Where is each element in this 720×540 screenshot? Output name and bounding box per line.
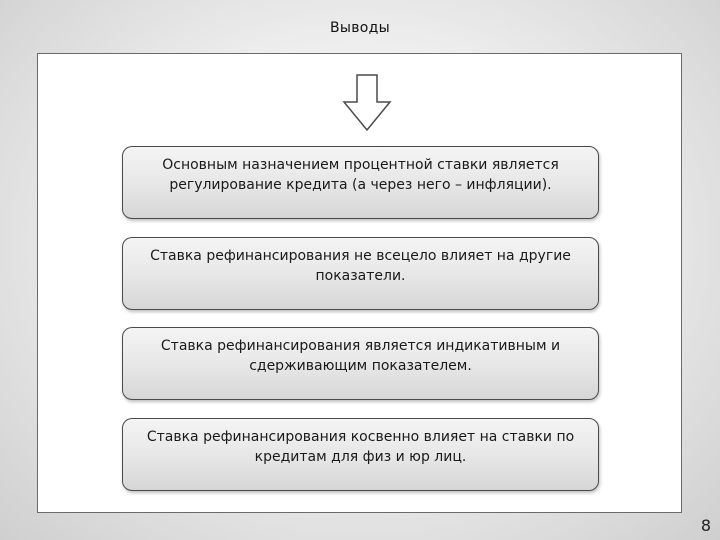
page-number: 8 bbox=[700, 516, 711, 535]
statement-box bbox=[122, 418, 599, 491]
slide-title: Выводы bbox=[329, 20, 390, 36]
statement-box bbox=[122, 237, 599, 310]
statement-text: Ставка рефинансирования является индикативным и сдерживающим показателем. bbox=[160, 338, 561, 374]
statement-text: Ставка рефинансирования не всецело влияет на другие показатели. bbox=[150, 248, 571, 284]
statement-text: Основным назначением процентной ставки является регулирование кредита (а через него – инфляции). bbox=[162, 157, 559, 193]
down-arrow-icon bbox=[342, 74, 392, 132]
statement-text: Ставка рефинансирования косвенно влияет на ставки по кредитам для физ и юр лиц. bbox=[146, 429, 575, 465]
statement-box bbox=[122, 146, 599, 219]
statement-box bbox=[122, 327, 599, 400]
